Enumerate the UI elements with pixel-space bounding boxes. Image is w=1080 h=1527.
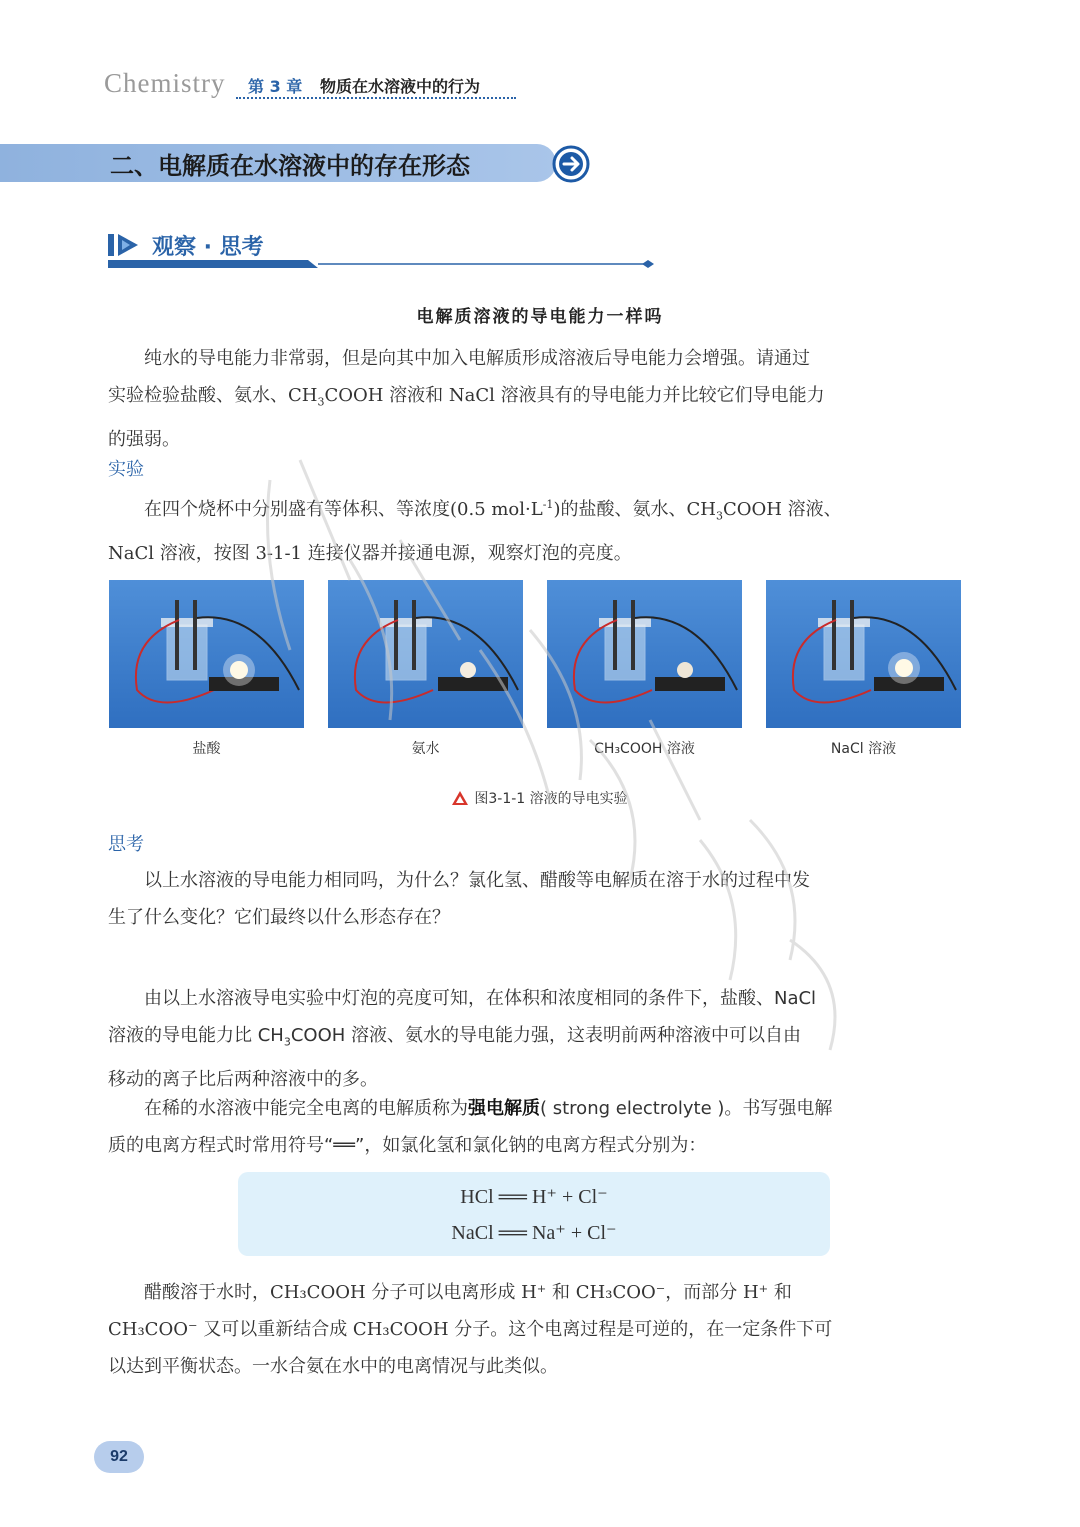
- photo-acetic-acid: [547, 580, 742, 728]
- strong-electrolyte-term: 强电解质: [468, 1098, 540, 1119]
- intro-line-2: 实验检验盐酸、氨水、$CH_3COOH$ 溶液和 NaCl 溶液具有的导电能力并比较它们导电能力: [108, 385, 825, 409]
- page-number: 92: [94, 1441, 144, 1473]
- question-title: 电解质溶液的导电能力一样吗: [416, 307, 664, 327]
- body-paragraph-2: [108, 1090, 968, 1164]
- body-p3-line-3: 以达到平衡状态。一水合氨在水中的电离情况与此类似。: [108, 1356, 558, 1377]
- figure-caption: 图3-1-1 溶液的导电实验: [0, 788, 1080, 808]
- photo-hydrochloric-acid: [109, 580, 304, 728]
- play-icon: [108, 232, 142, 258]
- intro-line-3: 的强弱。: [108, 428, 180, 450]
- arrow-right-icon: [552, 145, 590, 183]
- caption-ammonia: 氨水: [411, 741, 440, 757]
- body-p3-line-2: CH₃COO⁻ 又可以重新结合成 CH₃COOH 分子。这个电离过程是可逆的，在一定条件下可: [108, 1319, 833, 1340]
- body-paragraph-3: [108, 1274, 968, 1385]
- observe-underline: [108, 256, 656, 272]
- body-p2-line-2: 质的电离方程式时常用符号“══”，如氯化氢和氯化钠的电离方程式分别为：: [108, 1135, 707, 1156]
- triangle-icon: [452, 791, 468, 805]
- experiment-label: 实验: [108, 459, 144, 480]
- caption-sodium-chloride: NaCl 溶液: [830, 741, 897, 757]
- body-paragraph-1: [108, 980, 968, 1098]
- body-p1-line-2: 溶液的导电能力比 $CH_3COOH$ 溶液、氨水的导电能力强，这表明前两种溶液中可以自由: [108, 1025, 801, 1049]
- experiment-paragraph: [108, 486, 968, 572]
- experiment-line-1: 在四个烧杯中分别盛有等体积、等浓度(0.5 $mol\cdot L^{-1}$)的盐酸、氨水、$CH_3COOH$ 溶液、: [144, 498, 842, 523]
- body-p3-line-1: 醋酸溶于水时，CH₃COOH 分子可以电离形成 H⁺ 和 CH₃COO⁻，而部分 H⁺ 和: [144, 1282, 792, 1303]
- body-p2-line-1: 在稀的水溶液中能完全电离的电解质称为强电解质( strong electrolyte )。书写强电解: [144, 1098, 833, 1119]
- header-dotted-rule: [236, 97, 516, 99]
- think-paragraph: [108, 862, 968, 936]
- photo-ammonia: [328, 580, 523, 728]
- section-title: 二、电解质在水溶液中的存在形态: [110, 152, 470, 180]
- think-label: 思考: [108, 834, 144, 855]
- experiment-line-2: NaCl 溶液，按图 3-1-1 连接仪器并接通电源，观察灯泡的亮度。: [108, 542, 632, 564]
- intro-line-1: 纯水的导电能力非常弱，但是向其中加入电解质形成溶液后导电能力会增强。请通过: [144, 348, 810, 369]
- equation-nacl: NaCl ══ Na⁺ + Cl⁻: [451, 1222, 617, 1244]
- header-brand: Chemistry: [104, 68, 226, 98]
- body-p1-line-3: 移动的离子比后两种溶液中的多。: [108, 1068, 378, 1090]
- think-line-1: 以上水溶液的导电能力相同吗，为什么？氯化氢、醋酸等电解质在溶于水的过程中发: [144, 870, 810, 891]
- photo-sodium-chloride: [766, 580, 961, 728]
- body-p1-line-1: 由以上水溶液导电实验中灯泡的亮度可知，在体积和浓度相同的条件下，盐酸、NaCl: [144, 988, 817, 1009]
- equation-hcl: HCl ══ H⁺ + Cl⁻: [460, 1186, 608, 1208]
- caption-hydrochloric-acid: 盐酸: [192, 741, 221, 757]
- chapter-number: 第 3 章: [248, 77, 303, 96]
- intro-paragraph: [108, 340, 968, 458]
- chapter-title: 物质在水溶液中的行为: [320, 77, 481, 96]
- caption-acetic-acid: CH₃COOH 溶液: [594, 741, 695, 757]
- think-line-2: 生了什么变化？它们最终以什么形态存在？: [108, 907, 450, 928]
- observe-label: 观察 · 思考: [152, 235, 264, 260]
